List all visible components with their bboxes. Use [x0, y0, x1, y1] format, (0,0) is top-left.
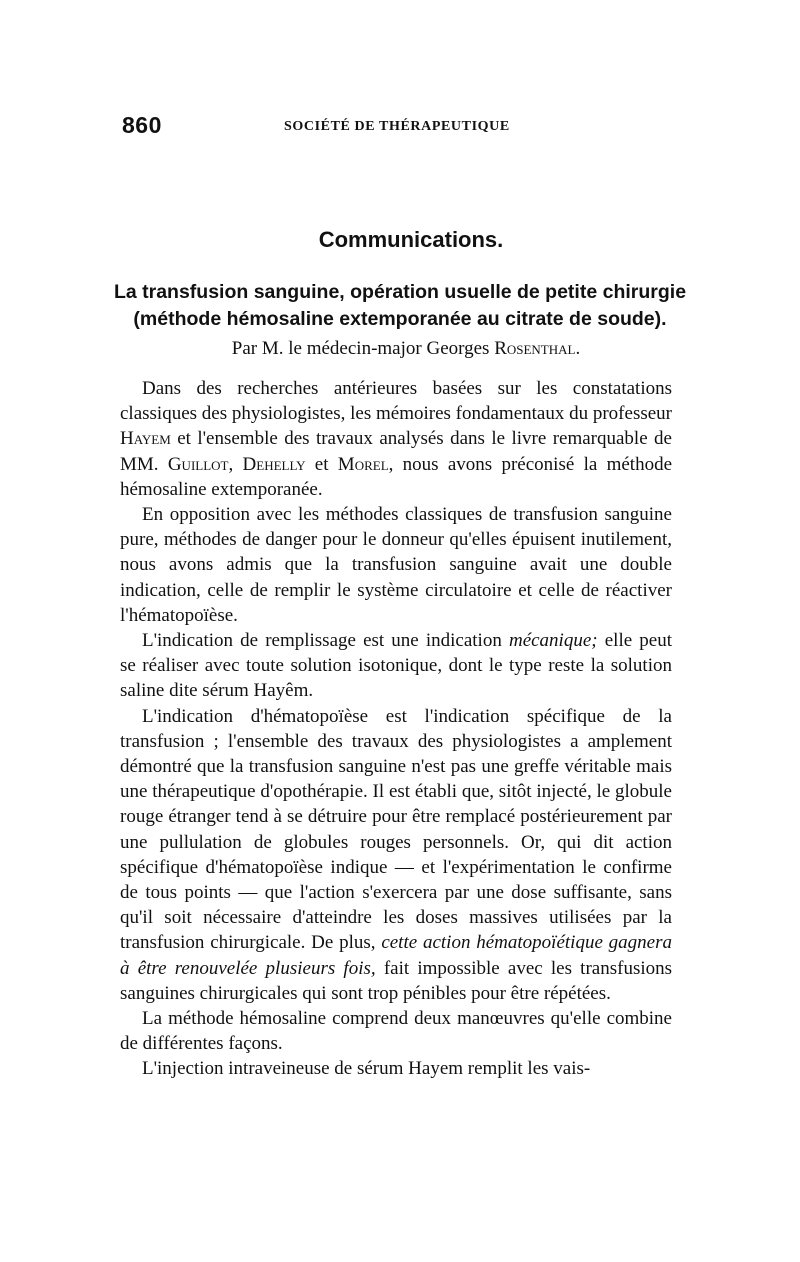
paragraph-3	[120, 628, 672, 704]
paragraph-text: et l'ensemble des travaux analysés dans le livre remarquable de MM.	[120, 428, 672, 475]
article-title-line-2: (méthode hémosaline extemporanée au citrate de soude).	[133, 308, 667, 330]
byline-prefix: Par M. le médecin-major Georges	[231, 338, 495, 359]
paragraph-text: ,	[228, 453, 243, 475]
paragraph-1	[120, 376, 672, 502]
paragraph-text: elle peut se réaliser avec toute solution isotonique, dont le type reste la solution saline dite sérum Hayêm.	[120, 630, 672, 702]
paragraph-text: L'indication de remplissage est une indication	[142, 630, 509, 652]
paragraph-text: , nous avons préconisé la méthode hémosaline extemporanée.	[120, 453, 672, 500]
page-number: 860	[122, 112, 162, 138]
paragraph-2: En opposition avec les méthodes classiques de transfusion sanguine pure, méthodes de danger pour le donneur qu'elles épuisent inutilement, nous avons admis que la transfusion sanguine avait une double indication, celle de remplir le système circulatoire et celle de réactiver l'hématopoïèse.	[120, 504, 672, 626]
paragraph-text: Dans des recherches antérieures basées sur les constatations classiques des physiologistes, les mémoires fondamentaux du professeur	[120, 378, 672, 425]
cited-name: Hayem	[120, 428, 171, 450]
byline-suffix: .	[575, 338, 581, 359]
emphasis-text: cette action hématopoïétique gagnera à être renouvelée plusieurs fois,	[120, 932, 673, 979]
article-title	[110, 279, 690, 333]
paragraph-text: et	[305, 453, 338, 475]
paragraph-text: fait impossible avec les transfusions sanguines chirurgicales qui sont trop pénibles pour être répétées.	[120, 957, 673, 1004]
cited-name: Guillot	[167, 453, 229, 475]
paragraph-text: L'indication d'hématopoïèse est l'indication spécifique de la transfusion ; l'ensemble des travaux des physiologistes a amplement démontré que la transfusion sanguine n'est pas une greffe véritable mais une thérapeutique d'opothérapie. Il est établi que, sitôt injecté, le globule rouge étranger tend à se détruire pour être remplacé postérieurement par une pullulation de globules rouges personnels. Or, qui dit action spécifique d'hématopoïèse indique — et l'expérimentation le confirme de tous points — que l'action s'exercera par une dose suffisante, sans qu'il soit nécessaire d'atteindre les doses massives utilisées par la transfusion chirurgicale. De plus,	[120, 705, 672, 954]
paragraph-5: La méthode hémosaline comprend deux manœuvres qu'elle combine de différentes façons.	[120, 1008, 672, 1055]
page-header	[122, 112, 682, 142]
emphasis-text: mécanique;	[508, 630, 598, 652]
cited-name: Morel	[337, 453, 389, 475]
author-name: Rosenthal	[494, 338, 576, 359]
article-title-line-1: La transfusion sanguine, opération usuelle de petite chirurgie	[113, 281, 687, 303]
running-head: SOCIÉTÉ DE THÉRAPEUTIQUE	[284, 119, 510, 134]
paragraph-4	[120, 704, 672, 1006]
byline	[0, 338, 800, 360]
cited-name: Dehelly	[242, 453, 306, 475]
paragraph-6: L'injection intraveineuse de sérum Hayem remplit les vais-	[142, 1058, 591, 1080]
section-title: Communications.	[318, 227, 504, 252]
article-body	[120, 376, 672, 1082]
